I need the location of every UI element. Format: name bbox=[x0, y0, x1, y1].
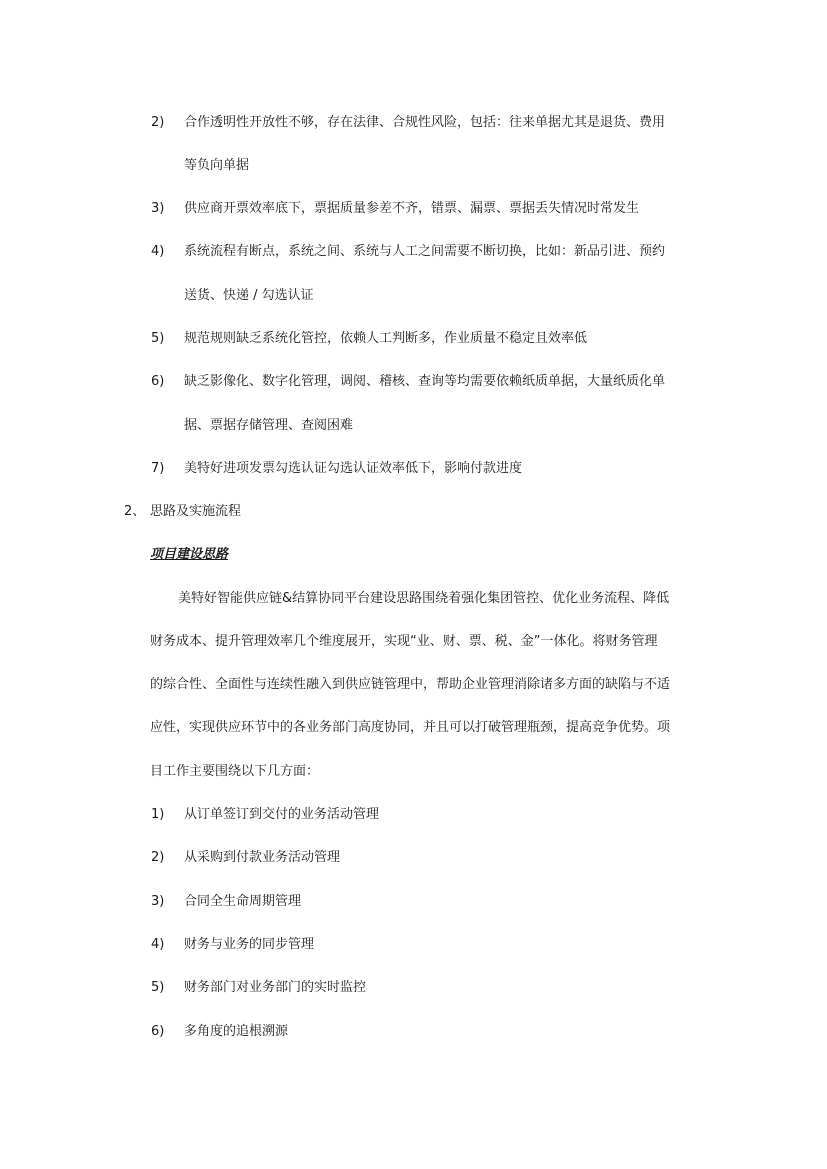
item-text: 从采购到付款业务活动管理 bbox=[184, 850, 341, 865]
item-text: 多角度的追根溯源 bbox=[184, 1024, 289, 1039]
paragraph-line: 应性，实现供应环节中的各业务部门高度协同，并且可以打破管理瓶颈，提高竞争优势。项 bbox=[150, 720, 671, 735]
item-text: 合作透明性开放性不够，存在法律、合规性风险，包括：往来单据尤其是退货、费用 bbox=[184, 115, 666, 130]
item-number: 5) bbox=[151, 331, 165, 346]
item-text: 系统流程有断点，系统之间、系统与人工之间需要不断切换，比如：新品引进、预约 bbox=[184, 244, 666, 259]
item-number: 4) bbox=[151, 244, 165, 259]
section-title: 思路及实施流程 bbox=[150, 504, 242, 519]
item-text: 合同全生命周期管理 bbox=[184, 894, 302, 909]
item-number: 3) bbox=[151, 894, 165, 909]
item-number: 6) bbox=[151, 1024, 165, 1039]
item-text: 从订单签订到交付的业务活动管理 bbox=[184, 807, 380, 822]
item-text: 美特好进项发票勾选认证勾选认证效率低下，影响付款进度 bbox=[184, 461, 523, 476]
item-text-cont: 送货、快递 / 勾选认证 bbox=[184, 288, 314, 303]
item-text-cont: 等负向单据 bbox=[184, 158, 250, 173]
item-number: 3) bbox=[151, 201, 165, 216]
item-number: 5) bbox=[151, 980, 165, 995]
item-text: 规范规则缺乏系统化管控，依赖人工判断多，作业质量不稳定且效率低 bbox=[184, 331, 588, 346]
item-number: 1) bbox=[151, 807, 165, 822]
item-number: 2) bbox=[151, 850, 165, 865]
paragraph-line: 的综合性、全面性与连续性融入到供应链管理中，帮助企业管理消除诸多方面的缺陷与不适 bbox=[150, 677, 671, 692]
paragraph-line: 财务成本、提升管理效率几个维度展开，实现“业、财、票、税、金”一体化。将财务管理 bbox=[150, 634, 658, 649]
item-text-cont: 据、票据存储管理、查阅困难 bbox=[184, 418, 354, 433]
item-text: 缺乏影像化、数字化管理，调阅、稽核、查询等均需要依赖纸质单据，大量纸质化单 bbox=[184, 374, 666, 389]
item-number: 6) bbox=[151, 374, 165, 389]
section-number: 2、 bbox=[124, 504, 146, 519]
paragraph-line: 美特好智能供应链&结算协同平台建设思路围绕着强化集团管控、优化业务流程、降低 bbox=[178, 591, 670, 606]
item-text: 供应商开票效率底下，票据质量参差不齐，错票、漏票、票据丢失情况时常发生 bbox=[184, 201, 640, 216]
item-text: 财务部门对业务部门的实时监控 bbox=[184, 980, 367, 995]
subtitle: 项目建设思路 bbox=[150, 547, 229, 562]
item-number: 4) bbox=[151, 937, 165, 952]
item-number: 2) bbox=[151, 115, 165, 130]
item-text: 财务与业务的同步管理 bbox=[184, 937, 315, 952]
item-number: 7) bbox=[151, 461, 165, 476]
paragraph-line: 目工作主要围绕以下几方面： bbox=[150, 764, 320, 779]
